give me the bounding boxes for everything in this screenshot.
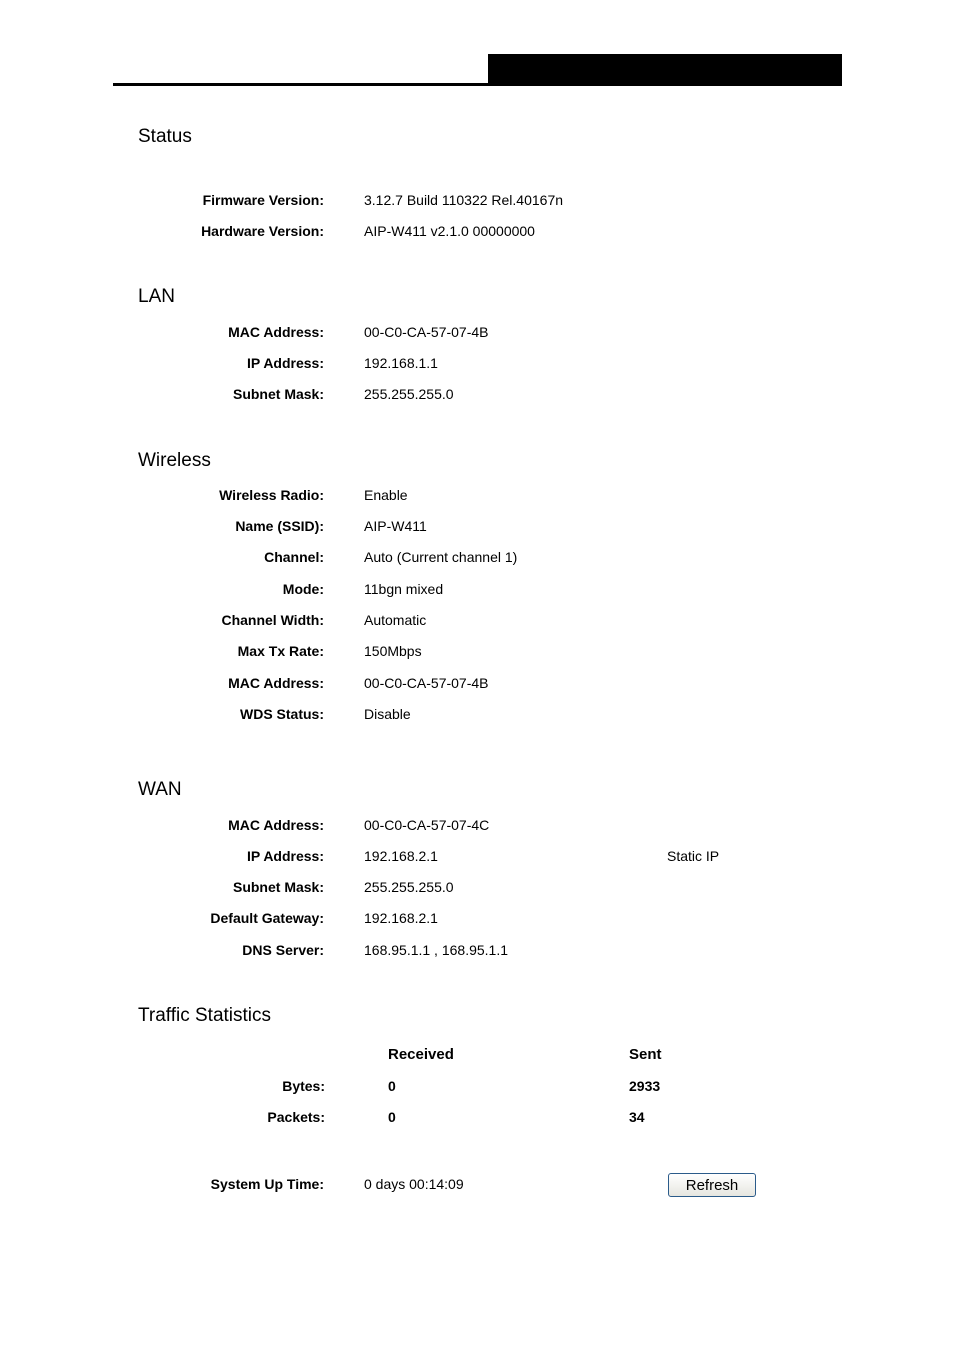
firmware-version-value: 3.12.7 Build 110322 Rel.40167n — [364, 192, 564, 208]
dns-server-label: DNS Server: — [242, 942, 324, 958]
hardware-version-label: Hardware Version: — [201, 223, 324, 239]
header-bar — [488, 54, 842, 86]
packets-sent-value: 34 — [629, 1109, 645, 1125]
default-gateway-value: 192.168.2.1 — [364, 910, 438, 926]
lan-mask-label: Subnet Mask: — [232, 386, 324, 402]
lan-section-title: LAN — [138, 286, 175, 307]
wireless-section-title: Wireless — [138, 450, 211, 471]
bytes-sent-value: 2933 — [629, 1078, 661, 1094]
wan-ip-value: 192.168.2.1 — [364, 848, 438, 864]
ssid-label: Name (SSID): — [235, 518, 324, 534]
wan-mac-label: MAC Address: — [228, 817, 324, 833]
wan-mask-value: 255.255.255.0 — [364, 879, 454, 895]
lan-mac-label: MAC Address: — [228, 324, 324, 340]
dns-server-value: 168.95.1.1 , 168.95.1.1 — [364, 942, 509, 958]
wireless-radio-label: Wireless Radio: — [219, 487, 324, 503]
ssid-value: AIP-W411 — [364, 518, 427, 534]
sent-column-header: Sent — [629, 1046, 662, 1063]
lan-mask-value: 255.255.255.0 — [364, 386, 454, 402]
traffic-section-title: Traffic Statistics — [138, 1005, 272, 1026]
wan-connection-type: Static IP — [667, 848, 720, 864]
wan-section-title: WAN — [138, 779, 182, 800]
mode-label: Mode: — [282, 581, 324, 597]
default-gateway-label: Default Gateway: — [210, 910, 324, 926]
packets-received-value: 0 — [388, 1109, 396, 1125]
refresh-button[interactable]: Refresh — [668, 1173, 756, 1197]
bytes-label: Bytes: — [282, 1078, 325, 1094]
channel-label: Channel: — [264, 549, 324, 565]
header-rule — [113, 83, 841, 86]
status-section-title: Status — [138, 126, 192, 147]
bytes-received-value: 0 — [388, 1078, 396, 1094]
channel-width-label: Channel Width: — [221, 612, 324, 628]
lan-mac-value: 00-C0-CA-57-07-4B — [364, 324, 489, 340]
firmware-version-label: Firmware Version: — [202, 192, 324, 208]
received-column-header: Received — [388, 1046, 454, 1063]
wan-ip-label: IP Address: — [246, 848, 324, 864]
lan-ip-label: IP Address: — [246, 355, 324, 371]
wds-status-label: WDS Status: — [240, 706, 324, 722]
packets-label: Packets: — [267, 1109, 325, 1125]
wireless-mac-label: MAC Address: — [228, 675, 324, 691]
wireless-mac-value: 00-C0-CA-57-07-4B — [364, 675, 489, 691]
system-uptime-label: System Up Time: — [210, 1176, 324, 1192]
wan-mac-value: 00-C0-CA-57-07-4C — [364, 817, 490, 833]
system-uptime-value: 0 days 00:14:09 — [364, 1176, 464, 1192]
mode-value: 11bgn mixed — [364, 581, 444, 597]
max-tx-rate-value: 150Mbps — [364, 643, 422, 659]
channel-value: Auto (Current channel 1) — [364, 549, 518, 565]
max-tx-rate-label: Max Tx Rate: — [237, 643, 324, 659]
wan-mask-label: Subnet Mask: — [232, 879, 324, 895]
channel-width-value: Automatic — [364, 612, 427, 628]
wireless-radio-value: Enable — [364, 487, 408, 503]
lan-ip-value: 192.168.1.1 — [364, 355, 438, 371]
hardware-version-value: AIP-W411 v2.1.0 00000000 — [364, 223, 535, 239]
wds-status-value: Disable — [364, 706, 411, 722]
